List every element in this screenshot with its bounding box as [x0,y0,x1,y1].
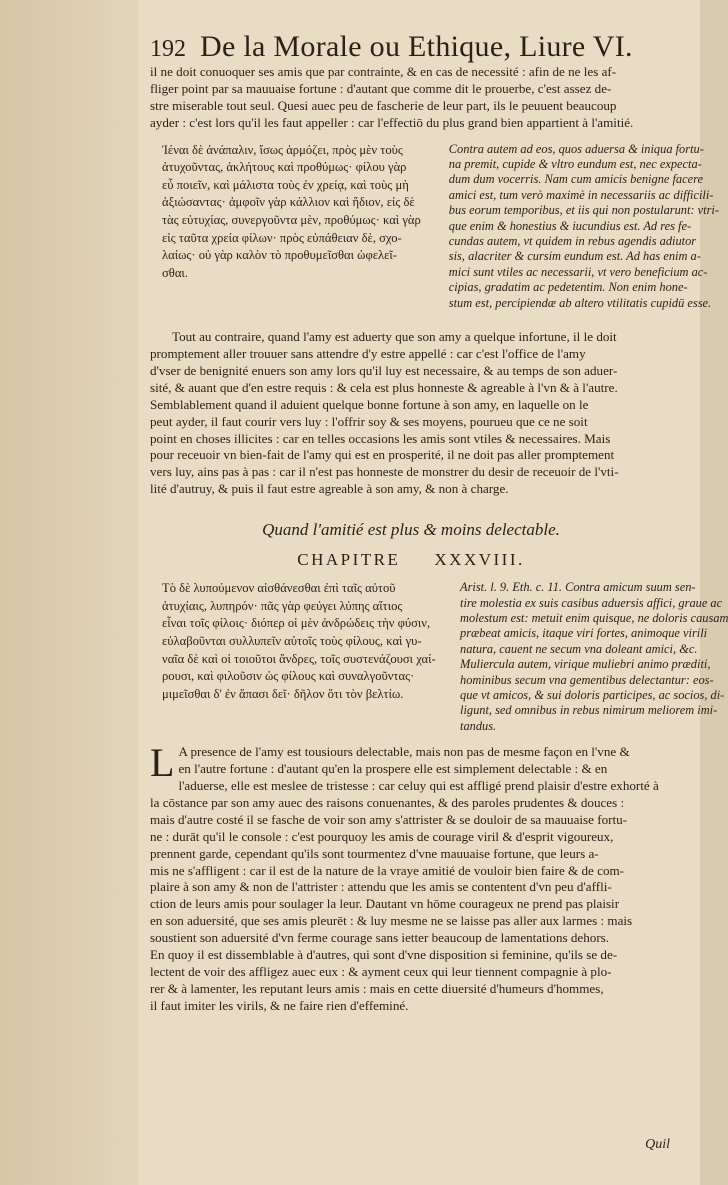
latin-line: molestum est: metuit enim quisque, ne doloris causam [460,610,728,625]
text-line: stre miserable tout seul. Quesi auec peu de fascherie de leur part, ils le peuuent beaucoup [150,97,617,113]
greek-quote-1 [150,142,421,311]
text-line: promptement aller trouuer sans attendre d'y estre appellé : car c'est l'office de l'amy [150,346,586,361]
text-line: prennent garde, cependant qu'ils sont tourmentez d'vne mauuaise fortune, que leurs a- [150,845,599,861]
text-line: peut ayder, il faut courir vers luy : l'offrir soy & ses moyens, pourueu que ce ne soit [150,413,588,429]
text-line: ction de leurs amis pour soulager la leur. Dautant vn hōme courageux ne prend pas plaisir [150,896,620,912]
text-line: point en choses illicites : car en telles occasions les amis sont vtiles & necessaires. Mais [150,430,611,446]
latin-line: præbeat amicis, itaque viri fortes, animoque virili [460,626,708,641]
latin-line: que enim & honestius & iucundius est. Ad res fe- [448,218,692,233]
greek-line: ναῖα δὲ καὶ οἱ τοιοῦτοι ἄνδρες, τοῖς συστενάζουσι χαί- [162,651,436,666]
paragraph-2 [150,329,672,498]
text-line: sité, & auant que d'en estre requis : & cela est plus honneste & agreable à l'vn & à l'autre. [150,379,618,395]
running-title: De la Morale ou Ethique, Liure VI. [200,30,633,63]
greek-line: τὰς εὐτυχίας, συνεργοῦντα μὲν, προθύμως· καὶ γὰρ [162,213,421,227]
latin-line: cipias, gradatim ac pedetentim. Non enim hone- [448,280,688,295]
text-line: en l'autre fortune : d'autant qu'en la prospere elle est simplement delectable : & en [178,761,608,777]
top-paragraph [150,64,672,132]
text-line: la cōstance par son amy auec des raisons conuenantes, & des paroles prudentes & douces : [150,794,625,810]
text-line: ne : durāt qu'il le console : c'est pourquoy les amis de courage viril & d'esprit vigoureux, [150,828,614,844]
greek-line: εἶναι τοῖς φίλοις· διόπερ οἱ μὲν ἀνδρώδεις τὴν φύσιν, [162,616,431,631]
latin-line: dum dum vocerris. Nam cum amicis benigne facere [448,172,703,187]
greek-line: ρουσι, καὶ φιλοῦσιν ὡς φίλους καὶ συναλγοῦντας· [162,669,415,684]
latin-line: Contra autem ad eos, quos aduersa & iniqua fortu- [448,141,704,156]
latin-line: tandus. [460,718,497,733]
text-line: mais d'autre costé il se fasche de voir son amy s'attrister & se douloir de sa mauuaise fortu- [150,811,628,827]
latin-quote-2 [460,580,728,734]
greek-line: ἀτυχίαις, λυπηρόν· πᾶς γὰρ φεύγει λύπης αἴτιος [162,598,403,613]
latin-line: stum est, percipiendæ ab altero vtilitatis cupidū esse. [448,295,712,310]
latin-line: bus eorum temporibus, et iis qui non postularunt: vtri- [448,203,719,218]
page-header [150,30,672,64]
greek-line: Ἰέναι δὲ ἀνάπαλιν, ἴσως ἁρμόζει, πρὸς μὲν τοὺς [162,142,403,157]
greek-quote-2 [150,580,436,734]
greek-line: Τὸ δὲ λυπούμενον αἰσθάνεσθαι ἐπὶ ταῖς αὐτοῦ [162,581,396,596]
text-line: En quoy il est dissemblable à d'autres, qui sont d'vne disposition si feminine, qu'ils se de- [150,947,618,963]
latin-line: hominibus secum vna gementibus delectantur: eos- [460,672,714,687]
text-line: plaire à son amy & non de l'attrister : attendu que les amis se contentent d'vn peu d'affli- [150,879,612,895]
citation-block-2 [150,580,728,734]
latin-line: amici est, tum verò maximè in necessariis ac difficili- [448,187,714,202]
chapter-numeral: XXXVIII. [434,550,525,570]
latin-line: sis, alacriter & cursim eundum est. Ad has enim a- [448,249,701,264]
text-line: lité d'autruy, & puis il faut estre agreable à son amy, & non à charge. [150,481,509,497]
drop-cap: L [150,740,175,786]
text-line: Semblablement quand il aduient quelque bonne fortune à son amy, en laquelle on le [150,396,589,412]
latin-line: Arist. l. 9. Eth. c. 11. Contra amicum suum sen- [460,580,696,595]
paragraph-3 [150,740,672,1015]
latin-line: na premit, cupide & vltro eundum est, nec expecta- [448,157,702,172]
text-line: fliger point par sa mauuaise fortune : d'autant que comme dit le prouerbe, c'est assez de- [150,80,612,96]
text-line: lectent de voir des affligez auec eux : & ayment ceux qui leur tiennent compagnie à plo- [150,964,612,979]
text-line: ayder : c'est lors qu'il les faut appeller : car l'effectiō du plus grand bien appartient à l'amitié. [150,114,634,130]
text-line: Tout au contraire, quand l'amy est aduerty que son amy a quelque infortune, il le doit [172,329,617,345]
text-line: en son aduersité, que ses amis pleurēt : & luy mesme ne se laisse pas aller aux larmes : mais [150,913,633,929]
text-line: il ne doit conuoquer ses amis que par contrainte, & en cas de necessité : afin de ne les af- [150,64,617,79]
text-line: rer & à lamenter, les reputant leurs amis : mais en cette diuersité d'humeurs d'hommes, [150,980,604,996]
greek-line: λαίως· οὐ γὰρ καλὸν τὸ προθυμεῖσθαι ὠφελεῖ- [162,248,397,263]
latin-line: Muliercula autem, virique muliebri animo præditi, [460,657,711,672]
latin-line: que vt amicos, & sui doloris participes, ac socios, di- [460,688,725,702]
page-number: 192 [150,36,186,62]
catchword: Quil [645,1137,670,1152]
text-line: d'vser de benignité enuers son amy lors qu'il luy est necessaire, & au temps de son aduer- [150,362,618,378]
text-line: mis ne s'affligent : car il est de la nature de la vraye amitié de vouloir bien faire & de com- [150,862,625,878]
greek-line: εἰς ταῦτα χρεία φίλων· πρὸς εὐπάθειαν δὲ, σχο- [162,230,402,245]
latin-line: mici sunt vtiles ac necessarii, vt vero beneficium ac- [448,264,708,279]
text-line: l'aduerse, elle est meslee de tristesse : car celuy qui est affligé prend plaisir d'estre exhorté à [178,778,659,794]
chapter-word: CHAPITRE [297,550,401,570]
text-line: pour receuoir vn bien-fait de l'amy qui est en prosperité, il ne doit pas aller promptement [150,447,615,463]
citation-block-1 [150,141,719,311]
section-title: Quand l'amitié est plus & moins delectable. [262,520,560,540]
greek-line: μιμεῖσθαι δ' ἐν ἅπασι δεῖ· δῆλον ὅτι τὸν βελτίω. [162,686,404,701]
text-line: il faut imiter les virils, & ne faire rien d'effeminé. [150,997,409,1013]
latin-line: natura, cauent ne secum vna doleant amici, &c. [460,641,698,656]
greek-line: ἀξιώσαντας· ἀμφοῖν γὰρ κάλλιον καὶ ἥδιον, εἰς δὲ [162,195,415,210]
greek-line: σθαι. [162,265,188,280]
text-line: vers luy, ains pas à pas : car il n'est pas honneste de monstrer du desir de receuoir de l'vti- [150,464,619,480]
chapter-heading [150,550,672,570]
greek-line: εὖ ποιεῖν, καὶ μάλιστα τοὺς ἐν χρείᾳ, καὶ τοὺς μὴ [162,177,409,192]
latin-line: tire molestia ex suis casibus aduersis affici, graue ac [460,595,723,610]
text-line: soustient son aduersité d'vn ferme courage sans ietter beaucoup de lamentations dehors. [150,930,610,946]
greek-line: εὐλαβοῦνται συλλυπεῖν αὐτοῖς τοὺς φίλους, καὶ γυ- [162,633,422,648]
greek-line: ἀτυχοῦντας, ἀκλήτους καὶ προθύμως· φίλου γὰρ [162,160,407,175]
latin-line: cundas autem, vt quidem in rebus agendis adiutor [448,234,697,249]
text-line: A presence de l'amy est tousiours delectable, mais non pas de mesme façon en l'vne & [178,744,630,760]
latin-quote-1 [449,142,719,311]
latin-line: ligunt, sed omnibus in rebus nimirum meliorem imi- [460,703,718,718]
